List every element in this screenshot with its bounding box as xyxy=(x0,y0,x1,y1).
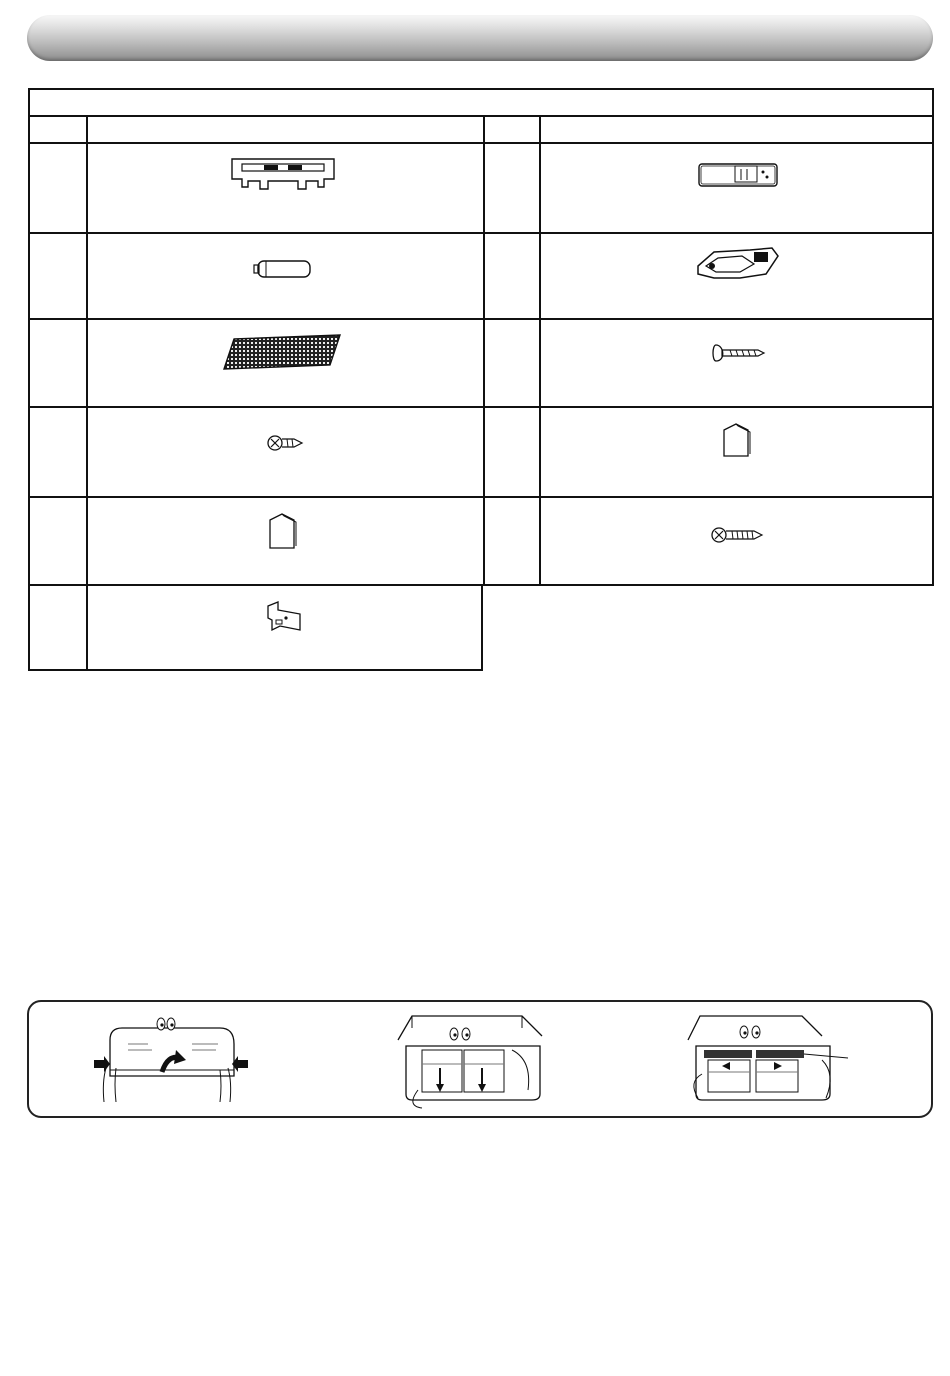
table-rule xyxy=(30,232,934,234)
remote-holder-icon xyxy=(692,244,782,284)
table-column-rule xyxy=(86,115,88,586)
bracket-icon xyxy=(264,600,304,634)
table-rule xyxy=(30,496,934,498)
table-rule xyxy=(30,406,934,408)
tapping-screw-icon xyxy=(266,432,306,454)
table-column-rule xyxy=(86,585,88,669)
manual-booklet-icon xyxy=(720,420,754,460)
open-front-panel-illustration xyxy=(88,1010,248,1111)
table-rule xyxy=(30,318,934,320)
table-rule xyxy=(30,142,934,144)
mounting-plate-icon xyxy=(228,155,338,195)
battery-icon xyxy=(252,258,312,280)
attach-air-purifying-filter-illustration xyxy=(682,1010,852,1119)
remove-filter-illustration xyxy=(392,1010,552,1119)
page-title-banner xyxy=(27,15,933,61)
table-column-rule xyxy=(483,115,485,586)
air-filter-icon xyxy=(222,333,342,373)
table-rule xyxy=(30,115,934,117)
table-column-rule xyxy=(539,115,541,586)
accessory-table-last-row xyxy=(28,585,483,671)
pan-head-screw-icon xyxy=(712,342,768,364)
manual-booklet-icon xyxy=(266,510,300,552)
accessory-table xyxy=(28,88,934,586)
remote-control-icon xyxy=(697,160,781,190)
wood-screw-icon xyxy=(710,524,766,546)
